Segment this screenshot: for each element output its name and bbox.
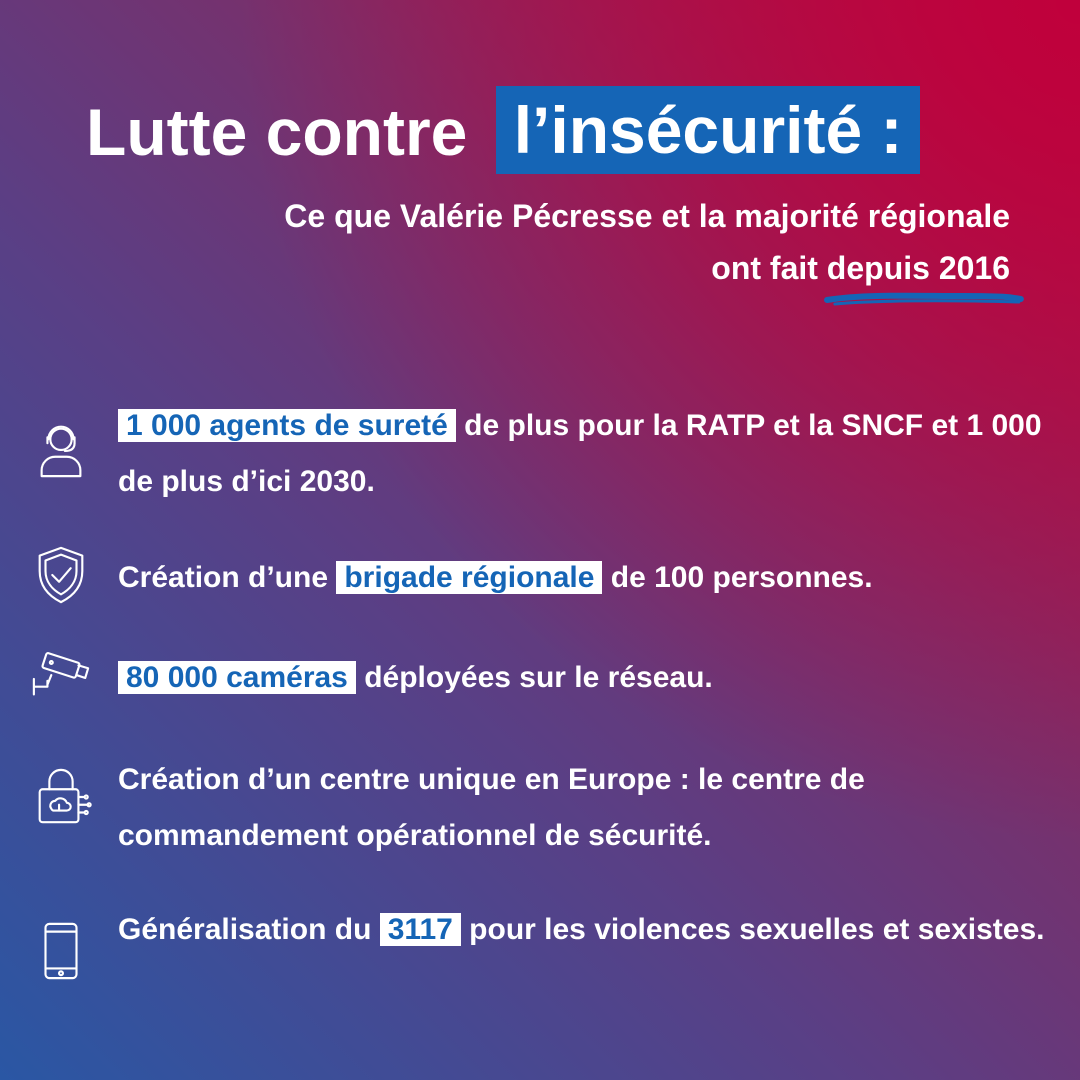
item-text: [118, 398, 1058, 510]
item-text: [118, 752, 1058, 864]
item-text: [118, 550, 1058, 606]
item-highlight: brigade régionale: [336, 561, 602, 594]
headline-highlight: l’insécurité :: [496, 86, 921, 174]
shield-check-icon: [30, 544, 92, 606]
subtitle: [70, 190, 1010, 294]
item-text-after: pour les violences sexuelles et sexistes.: [460, 913, 1045, 946]
subtitle-underlined-year: [827, 242, 1010, 294]
subtitle-line2: [70, 242, 1010, 294]
item-text-after: déployées sur le réseau.: [355, 661, 713, 694]
item-text-after: de 100 personnes.: [602, 561, 873, 594]
subtitle-line1: Ce que Valérie Pécresse et la majorité régionale: [284, 198, 1010, 234]
item-highlight: 3117: [380, 913, 461, 946]
subtitle-line2-prefix: ont fait: [711, 250, 827, 286]
brush-underline: [825, 290, 1023, 308]
item-text: [118, 902, 1058, 958]
phone-icon: [30, 920, 92, 982]
camera-icon: [30, 646, 92, 708]
lock-network-icon: [30, 766, 92, 828]
item-highlight: 80 000 caméras: [118, 661, 356, 694]
item-text-after: de plus pour la RATP et la SNCF et 1 000 de plus d’ici 2030.: [118, 409, 1042, 498]
item-highlight: 1 000 agents de sureté: [118, 409, 456, 442]
item-text-before: Généralisation du: [118, 913, 380, 946]
headline: [86, 82, 1016, 182]
subtitle-underlined-text: depuis 2016: [826, 250, 1010, 286]
headline-plain: Lutte contre: [86, 95, 468, 169]
security-agent-icon: [30, 418, 92, 480]
item-text-before: Création d’un centre unique en Europe : le centre de commandement opérationnel de sécurité.: [118, 763, 865, 852]
item-text-before: Création d’une: [118, 561, 337, 594]
item-text: [118, 650, 1058, 706]
